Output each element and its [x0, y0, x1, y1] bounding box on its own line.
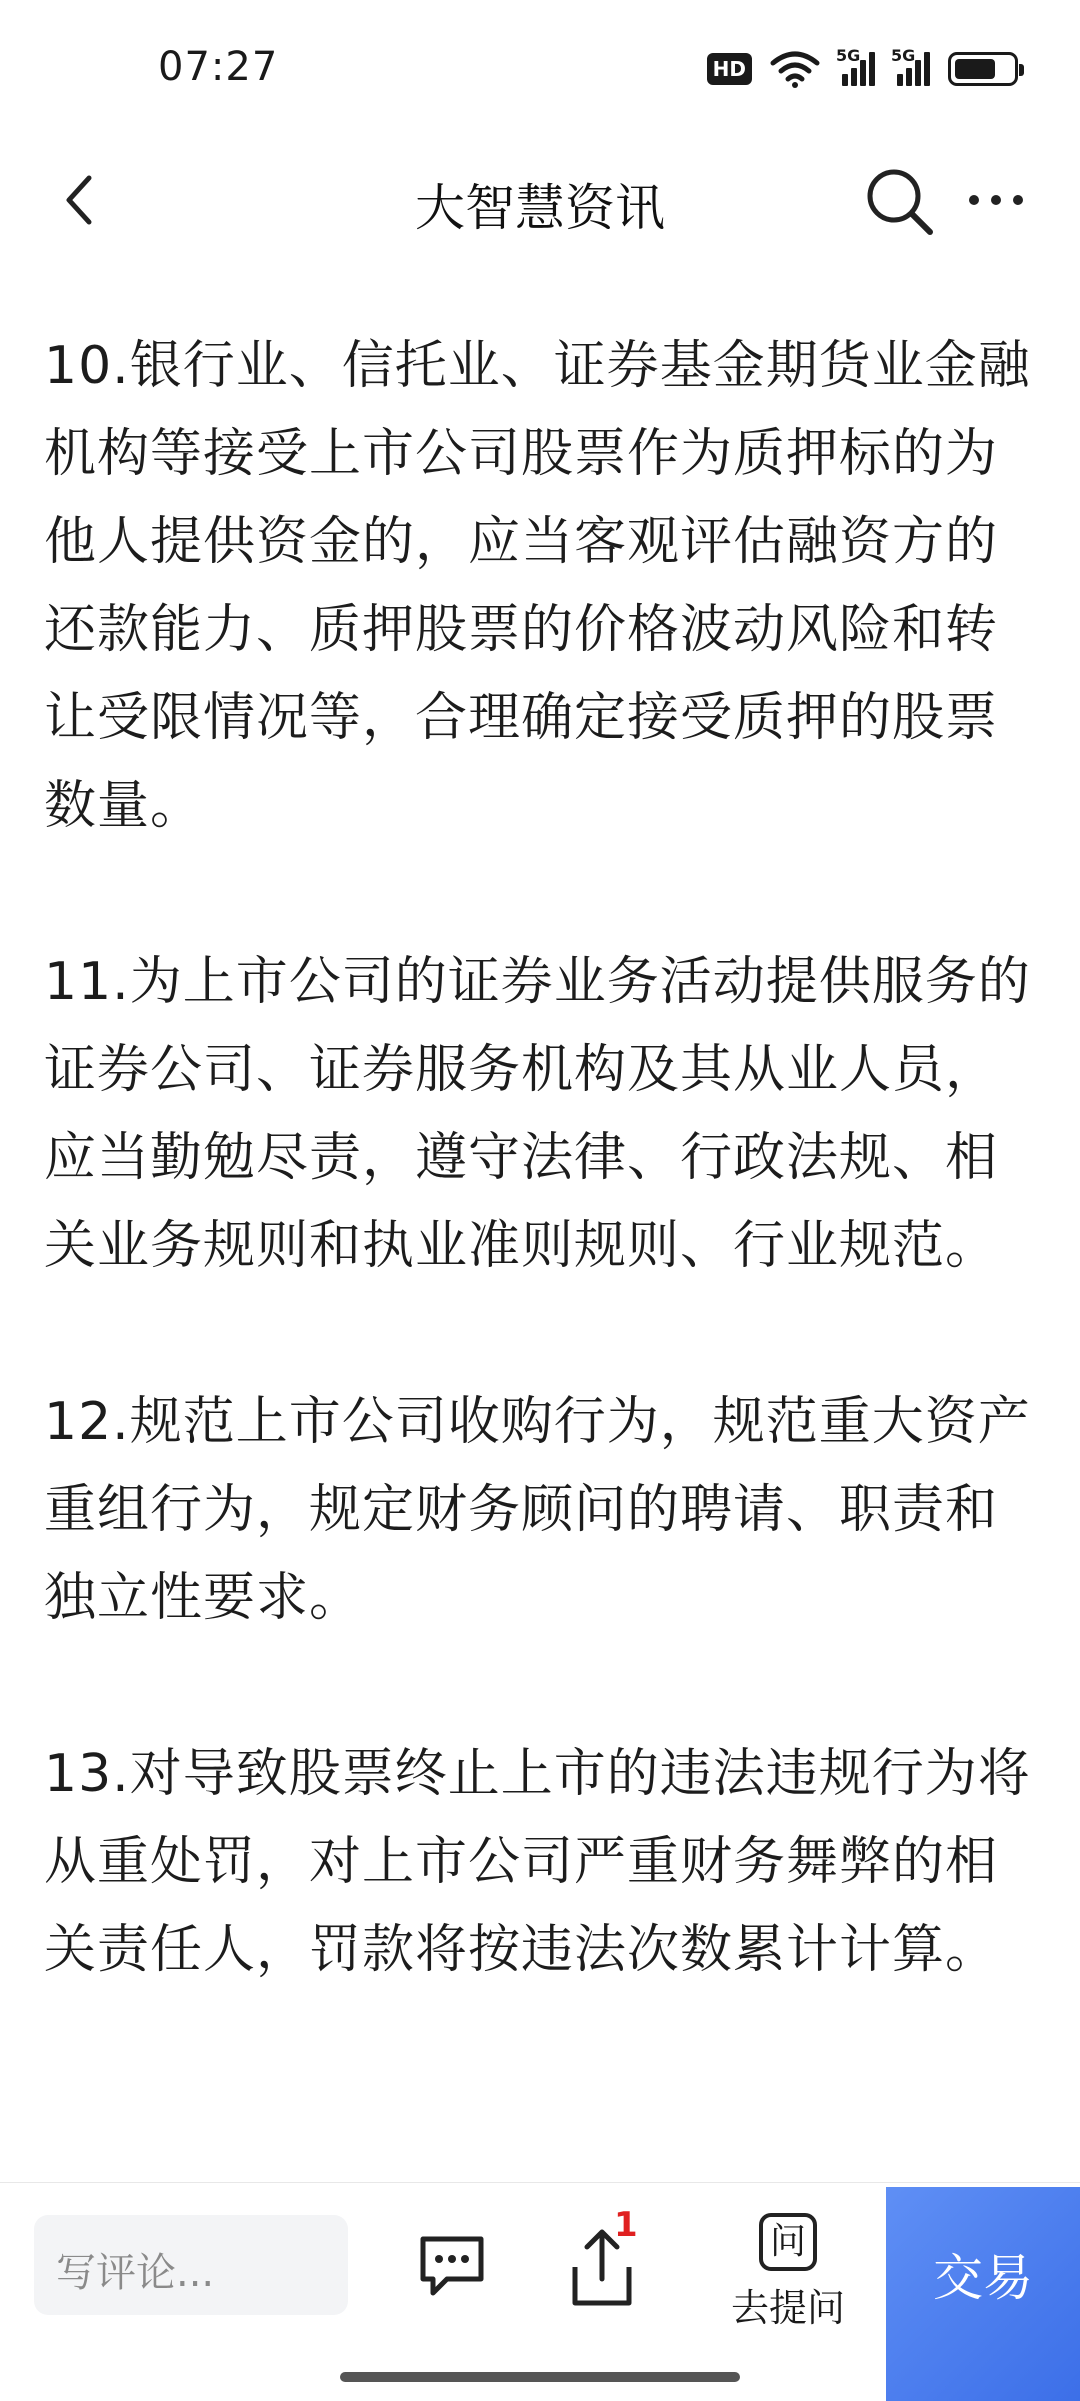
wifi-icon: [770, 50, 820, 88]
comments-button[interactable]: [412, 2233, 492, 2313]
status-bar: [0, 0, 1080, 140]
trade-button[interactable]: 交易: [886, 2187, 1080, 2401]
search-icon[interactable]: [862, 164, 938, 240]
article-paragraph: 11.为上市公司的证券业务活动提供服务的证券公司、证券服务机构及其从业人员，应当勤勉尽责，遵守法律、行政法规、相关业务规则和执业准则规则、行业规范。: [44, 952, 1031, 1276]
more-dots-icon[interactable]: [966, 190, 1026, 210]
page-title: 大智慧资讯: [415, 179, 665, 237]
comment-input[interactable]: 写评论...: [34, 2215, 348, 2315]
article-body: [44, 322, 1044, 2082]
share-button[interactable]: [562, 2205, 642, 2313]
status-time: 07:27: [158, 44, 279, 90]
status-icons: [707, 46, 1018, 88]
ask-question-label: 去提问: [730, 2286, 845, 2330]
article-paragraph: 12.规范上市公司收购行为，规范重大资产重组行为，规定财务顾问的聘请、职责和独立性要求。: [44, 1392, 1031, 1628]
cellular-signal-icon-2: 5G: [893, 52, 930, 86]
share-count-badge: 1: [614, 2205, 638, 2245]
ask-question-button[interactable]: [718, 2213, 858, 2363]
comment-bubble-icon: [417, 2233, 487, 2299]
cellular-signal-icon: 5G: [838, 52, 875, 86]
home-indicator[interactable]: [340, 2372, 740, 2382]
battery-level: [955, 59, 995, 79]
battery-icon: [948, 52, 1018, 86]
nav-bar: [0, 140, 1080, 260]
ask-icon: 问: [759, 2213, 817, 2271]
bottom-action-bar: [0, 2182, 1080, 2400]
hd-voice-icon: HD: [707, 53, 752, 85]
article-paragraph: 13.对导致股票终止上市的违法违规行为将从重处罚，对上市公司严重财务舞弊的相关责任人，罚款将按违法次数累计计算。: [44, 1744, 1031, 1980]
article-paragraph: 10.银行业、信托业、证券基金期货业金融机构等接受上市公司股票作为质押标的为他人提供资金的，应当客观评估融资方的还款能力、质押股票的价格波动风险和转让受限情况等，合理确定接受质押的股票数量。: [44, 336, 1031, 836]
